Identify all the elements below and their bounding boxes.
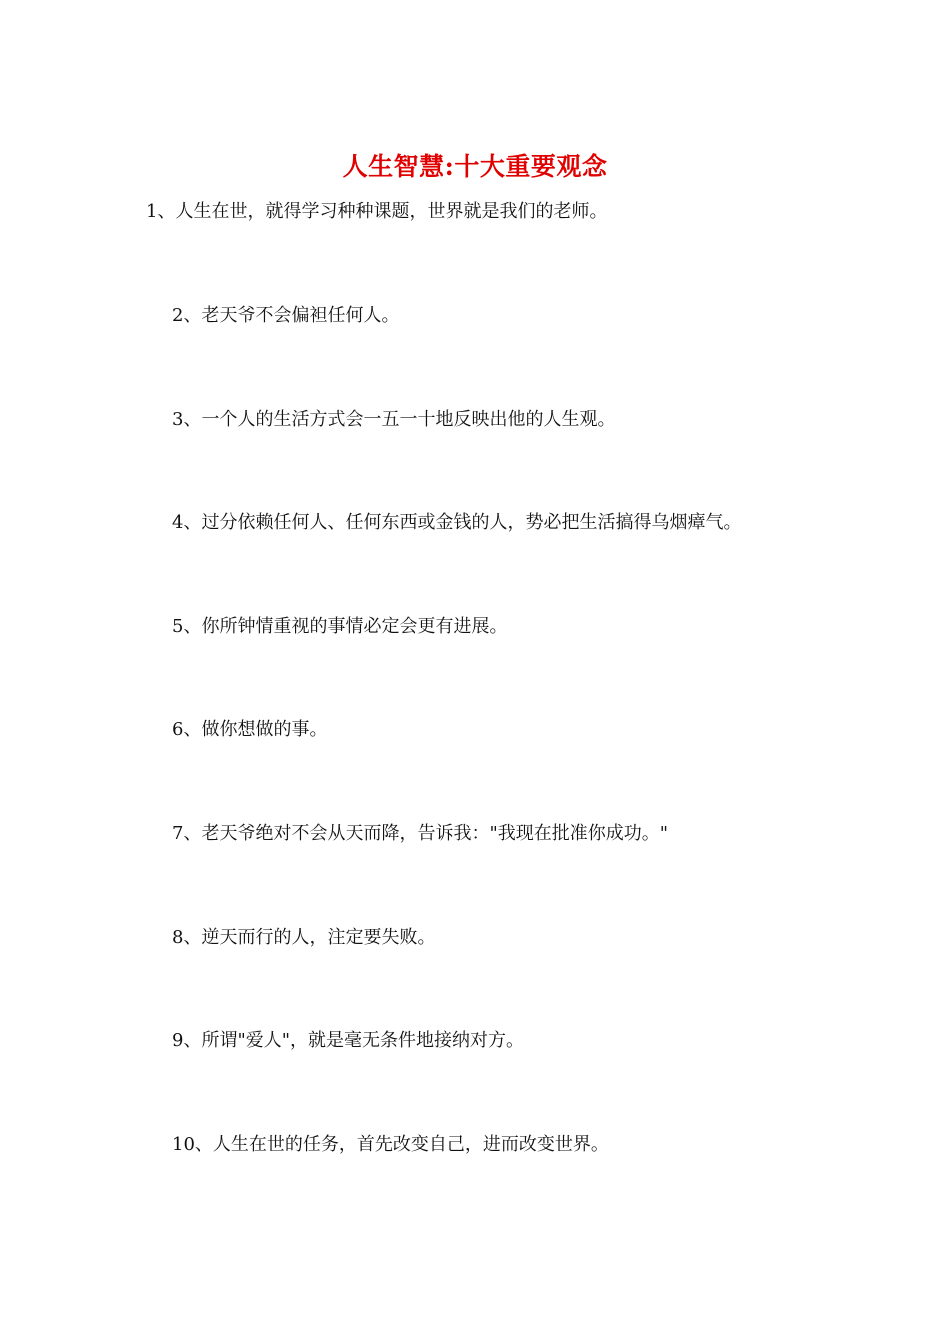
list-item-1: 1、人生在世，就得学习种种课题，世界就是我们的老师。 xyxy=(146,201,608,222)
list-item-2: 2、老天爷不会偏袒任何人。 xyxy=(172,305,400,326)
list-item-4: 4、过分依赖任何人、任何东西或金钱的人，势必把生活搞得乌烟瘴气。 xyxy=(172,512,742,533)
document-title: 人生智慧:十大重要观念 xyxy=(342,152,608,181)
list-item-10: 10、人生在世的任务，首先改变自己，进而改变世界。 xyxy=(172,1134,609,1155)
list-item-7: 7、老天爷绝对不会从天而降，告诉我："我现在批准你成功。" xyxy=(172,823,669,844)
list-item-3: 3、一个人的生活方式会一五一十地反映出他的人生观。 xyxy=(172,409,616,430)
list-item-5: 5、你所钟情重视的事情必定会更有进展。 xyxy=(172,616,508,637)
list-item-9: 9、所谓"爱人"，就是毫无条件地接纳对方。 xyxy=(172,1030,525,1051)
list-item-6: 6、做你想做的事。 xyxy=(172,719,328,740)
list-item-8: 8、逆天而行的人，注定要失败。 xyxy=(172,927,436,948)
